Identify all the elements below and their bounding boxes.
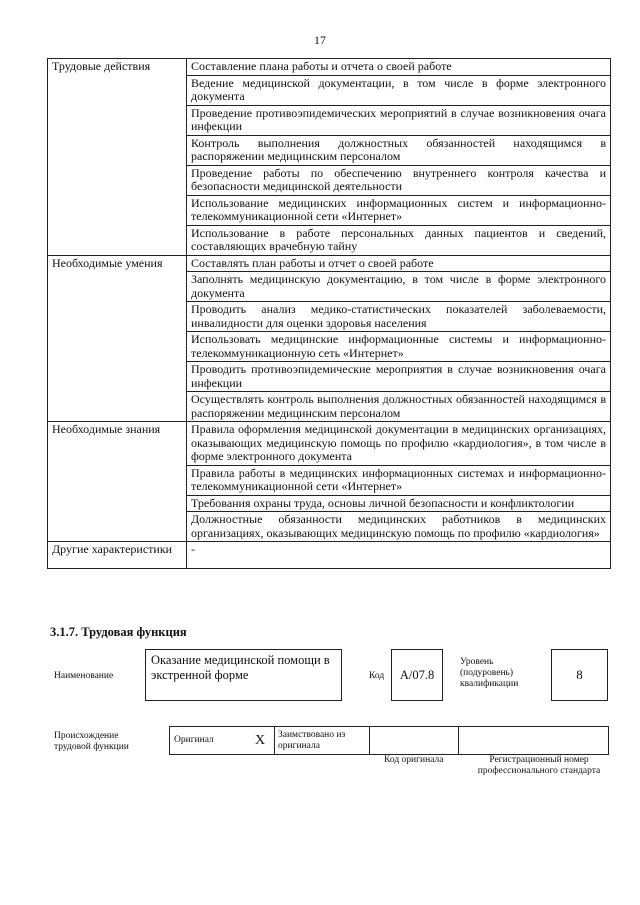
table-cell: Использовать медицинские информационные системы и информационно-телекоммуникационную сеть «Интернет» (187, 332, 611, 362)
table-row (48, 542, 611, 569)
table-cell: Контроль выполнения должностных обязанностей находящимся в распоряжении медицинским персоналом (187, 135, 611, 165)
table-cell: Проведение противоэпидемических мероприятий в случае возникновения очага инфекции (187, 105, 611, 135)
table-cell: Осуществлять контроль выполнения должностных обязанностей находящимся в распоряжении медицинским персоналом (187, 392, 611, 422)
borrowed-cell: Заимствовано из оригинала (275, 727, 370, 755)
table-cell: Проведение работы по обеспечению внутреннего контроля качества и безопасности медицинской деятельности (187, 165, 611, 195)
table-cell: Использование в работе персональных данных пациентов и сведений, составляющих врачебную тайну (187, 225, 611, 255)
table-cell: Использование медицинских информационных систем и информационно-телекоммуникационной сети «Интернет» (187, 195, 611, 225)
table-cell: Проводить анализ медико-статистических показателей заболеваемости, инвалидности для оценки здоровья населения (187, 302, 611, 332)
function-name-box: Оказание медицинской помощи в экстренной форме (145, 649, 342, 701)
table-cell: - (187, 542, 611, 569)
original-code-caption: Код оригинала (384, 755, 444, 765)
original-cell: Оригинал (170, 727, 247, 755)
table-row (48, 255, 611, 272)
row-group-label: Другие характеристики (48, 542, 187, 569)
table-cell: Проводить противоэпидемические мероприятия в случае возникновения очага инфекции (187, 362, 611, 392)
row-group-label: Необходимые умения (48, 255, 187, 422)
table-cell: Заполнять медицинскую документацию, в том числе в форме электронного документа (187, 272, 611, 302)
row-group-label: Необходимые знания (48, 422, 187, 542)
original-code-cell (370, 727, 459, 755)
section-title: 3.1.7. Трудовая функция (50, 625, 187, 639)
table-cell: Должностные обязанности медицинских работников в медицинских организациях, оказывающих медицинскую помощь по профилю «кардиология» (187, 512, 611, 542)
qualification-level-box: 8 (551, 649, 608, 701)
table-cell: Ведение медицинской документации, в том числе в форме электронного документа (187, 75, 611, 105)
original-mark: X (246, 727, 275, 755)
table-cell: Составление плана работы и отчета о своей работе (187, 59, 611, 76)
table-row (48, 59, 611, 76)
function-code-box: А/07.8 (391, 649, 443, 701)
row-group-label: Трудовые действия (48, 59, 187, 256)
table-cell: Правила оформления медицинской документации в медицинских организациях, оказывающих медицинскую помощь по профилю «кардиология», в том числе в форме электронного документа (187, 422, 611, 466)
labor-function-table (47, 58, 611, 569)
code-label: Код (369, 671, 385, 681)
origin-table (169, 726, 609, 755)
name-label: Наименование (54, 671, 114, 681)
registration-number-cell (459, 727, 609, 755)
table-cell: Требования охраны труда, основы личной безопасности и конфликтологии (187, 495, 611, 512)
table-row (48, 422, 611, 466)
qualification-level-label: Уровень (подуровень) квалификации (460, 657, 519, 689)
table-cell: Правила работы в медицинских информационных системах и информационно-телекоммуникационной сети «Интернет» (187, 465, 611, 495)
page-number: 17 (314, 33, 326, 47)
table-cell: Составлять план работы и отчет о своей работе (187, 255, 611, 272)
registration-number-caption: Регистрационный номер профессионального стандарта (477, 755, 601, 776)
origin-label: Происхождение трудовой функции (54, 731, 129, 752)
